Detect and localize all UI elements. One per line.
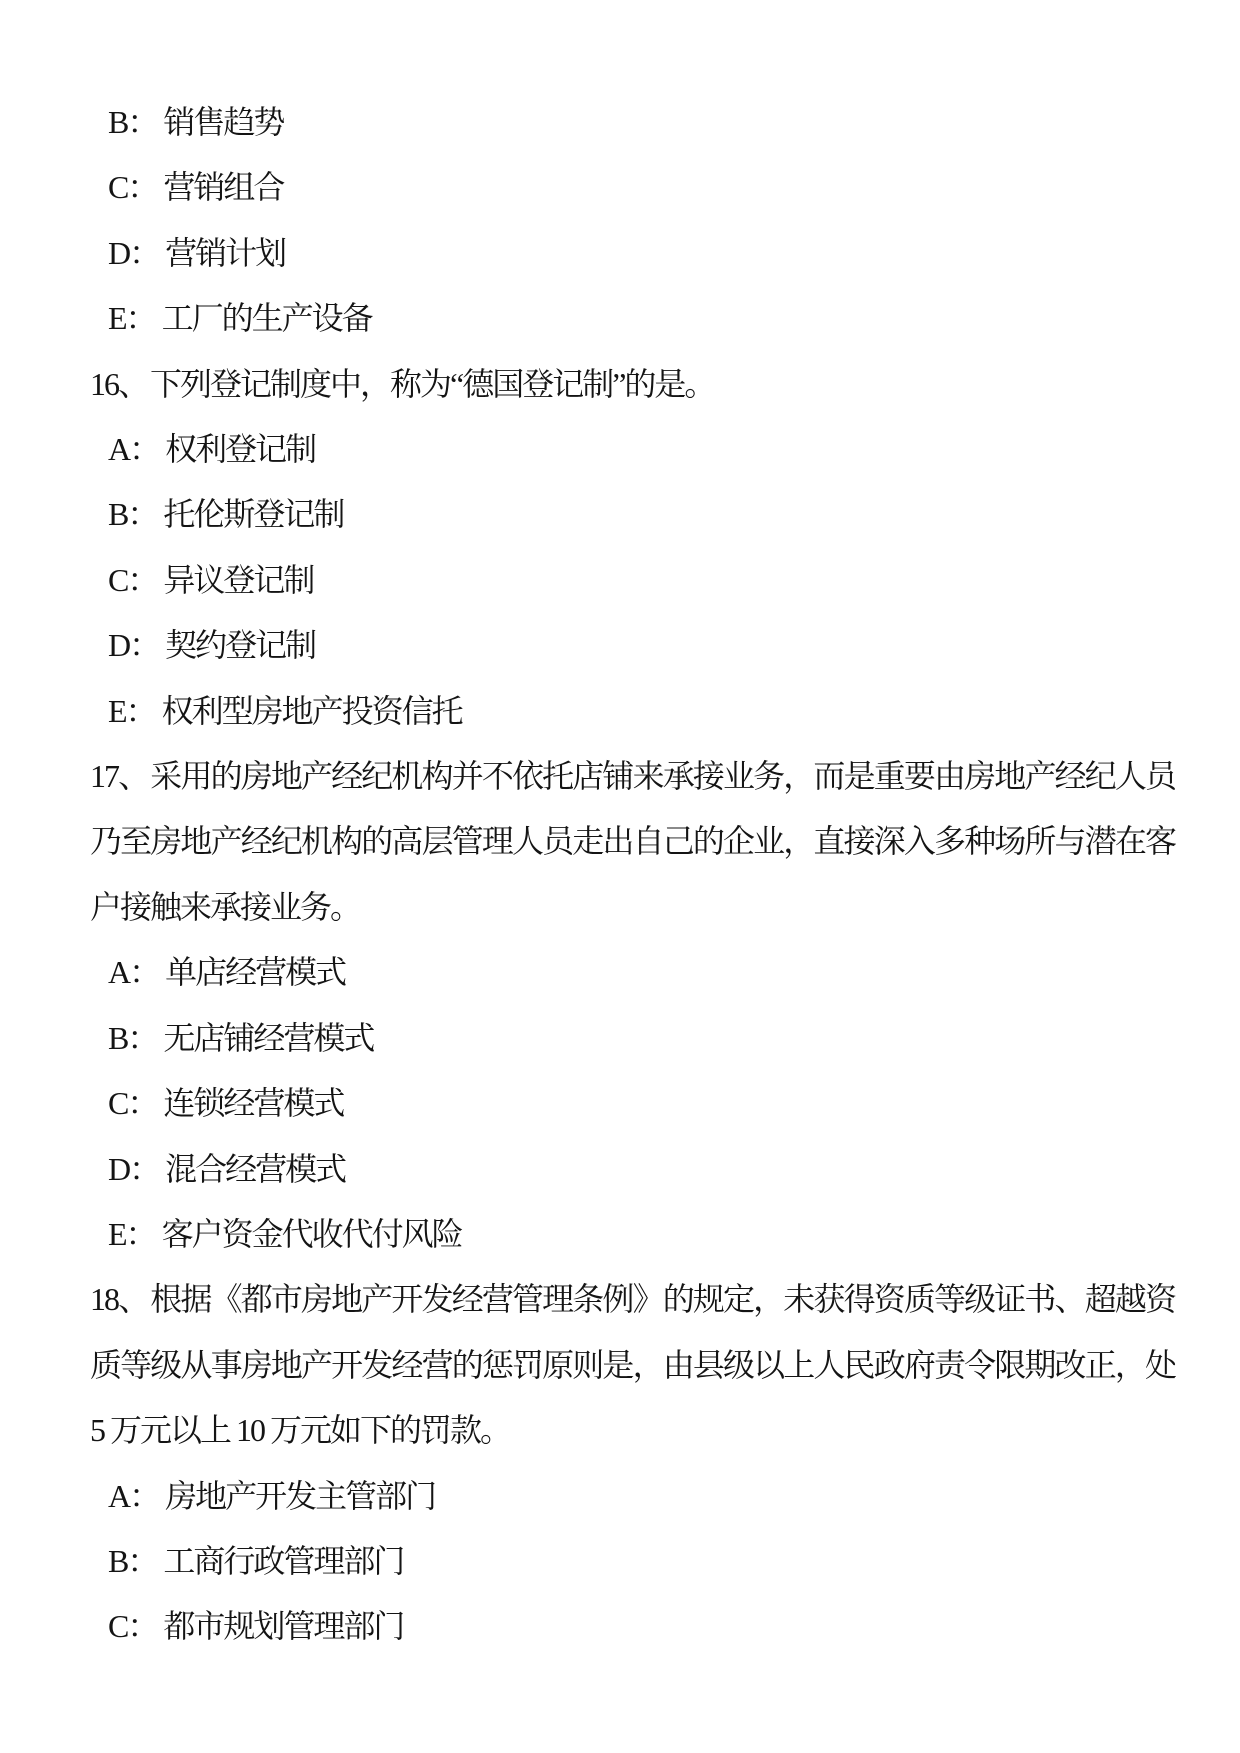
question-stem-text: 采用的房地产经纪机构并不依托店铺来承接业务，而是重要由房地产经纪人员乃至房地产经纪机构的高层管理人员走出自己的企业，直接深入多种场所与潜在客户接触来承接业务。 [90, 758, 1175, 925]
option-line [90, 1594, 1175, 1659]
option-text: 无店铺经营模式 [163, 1019, 374, 1056]
option-text: 连锁经营模式 [163, 1085, 344, 1122]
option-text: 营销组合 [163, 169, 284, 206]
option-line [90, 1071, 1175, 1136]
question-stem-text: 下列登记制度中，称为“德国登记制”的是。 [150, 365, 715, 402]
option-line [90, 286, 1175, 351]
option-text: 销售趋势 [163, 104, 284, 140]
option-line [90, 1006, 1175, 1071]
option-text: 权利登记制 [165, 431, 316, 468]
question-18-stem [90, 1267, 1175, 1463]
option-text: 客户资金代收代付风险 [161, 1215, 462, 1252]
question-stem-text: 根据《都市房地产开发经营管理条例》的规定，未获得资质等级证书、超越资质等级从事房地产开发经营的惩罚原则是，由县级以上人民政府责令限期改正，处 5 万元以上 10 万元如下的罚款。 [90, 1281, 1175, 1449]
option-label: E： [108, 1215, 156, 1252]
option-label: B： [108, 496, 158, 533]
option-text: 权利型房地产投资信托 [161, 692, 462, 729]
option-label: C： [108, 169, 158, 206]
option-label: C： [108, 1085, 158, 1122]
option-label: C： [108, 1608, 158, 1645]
option-label: E： [108, 300, 156, 337]
option-label: D： [108, 1150, 160, 1187]
option-label: B： [108, 1019, 158, 1056]
option-label: E： [108, 692, 156, 729]
option-label: C： [108, 561, 158, 598]
option-label: B： [108, 104, 158, 140]
question-16-stem [90, 352, 1175, 417]
question-number: 17、 [90, 758, 149, 795]
question-number: 16、 [90, 365, 149, 402]
option-text: 托伦斯登记制 [163, 496, 344, 533]
option-line [90, 1137, 1175, 1202]
option-line [90, 1529, 1175, 1594]
option-label: D： [108, 627, 160, 664]
option-line [90, 940, 1175, 1005]
option-text: 工商行政管理部门 [163, 1542, 404, 1579]
option-line [90, 417, 1175, 482]
question-17-stem [90, 744, 1175, 940]
option-text: 工厂的生产设备 [161, 300, 372, 337]
option-text: 房地产开发主管部门 [165, 1477, 436, 1514]
option-line [90, 1464, 1175, 1529]
option-text: 都市规划管理部门 [163, 1608, 404, 1645]
option-label: B： [108, 1542, 158, 1579]
option-label: A： [108, 431, 160, 468]
option-label: D： [108, 234, 160, 271]
option-line [90, 1202, 1175, 1267]
option-label: A： [108, 1477, 160, 1514]
option-line [90, 90, 1175, 155]
option-line [90, 613, 1175, 678]
option-text: 异议登记制 [163, 561, 314, 598]
question-number: 18、 [90, 1281, 149, 1318]
option-text: 营销计划 [165, 234, 286, 271]
option-line [90, 155, 1175, 220]
option-line [90, 482, 1175, 547]
option-line [90, 548, 1175, 613]
option-text: 契约登记制 [165, 627, 316, 664]
option-text: 混合经营模式 [165, 1150, 346, 1187]
option-line [90, 221, 1175, 286]
option-label: A： [108, 954, 160, 991]
option-line [90, 679, 1175, 744]
option-text: 单店经营模式 [165, 954, 346, 991]
